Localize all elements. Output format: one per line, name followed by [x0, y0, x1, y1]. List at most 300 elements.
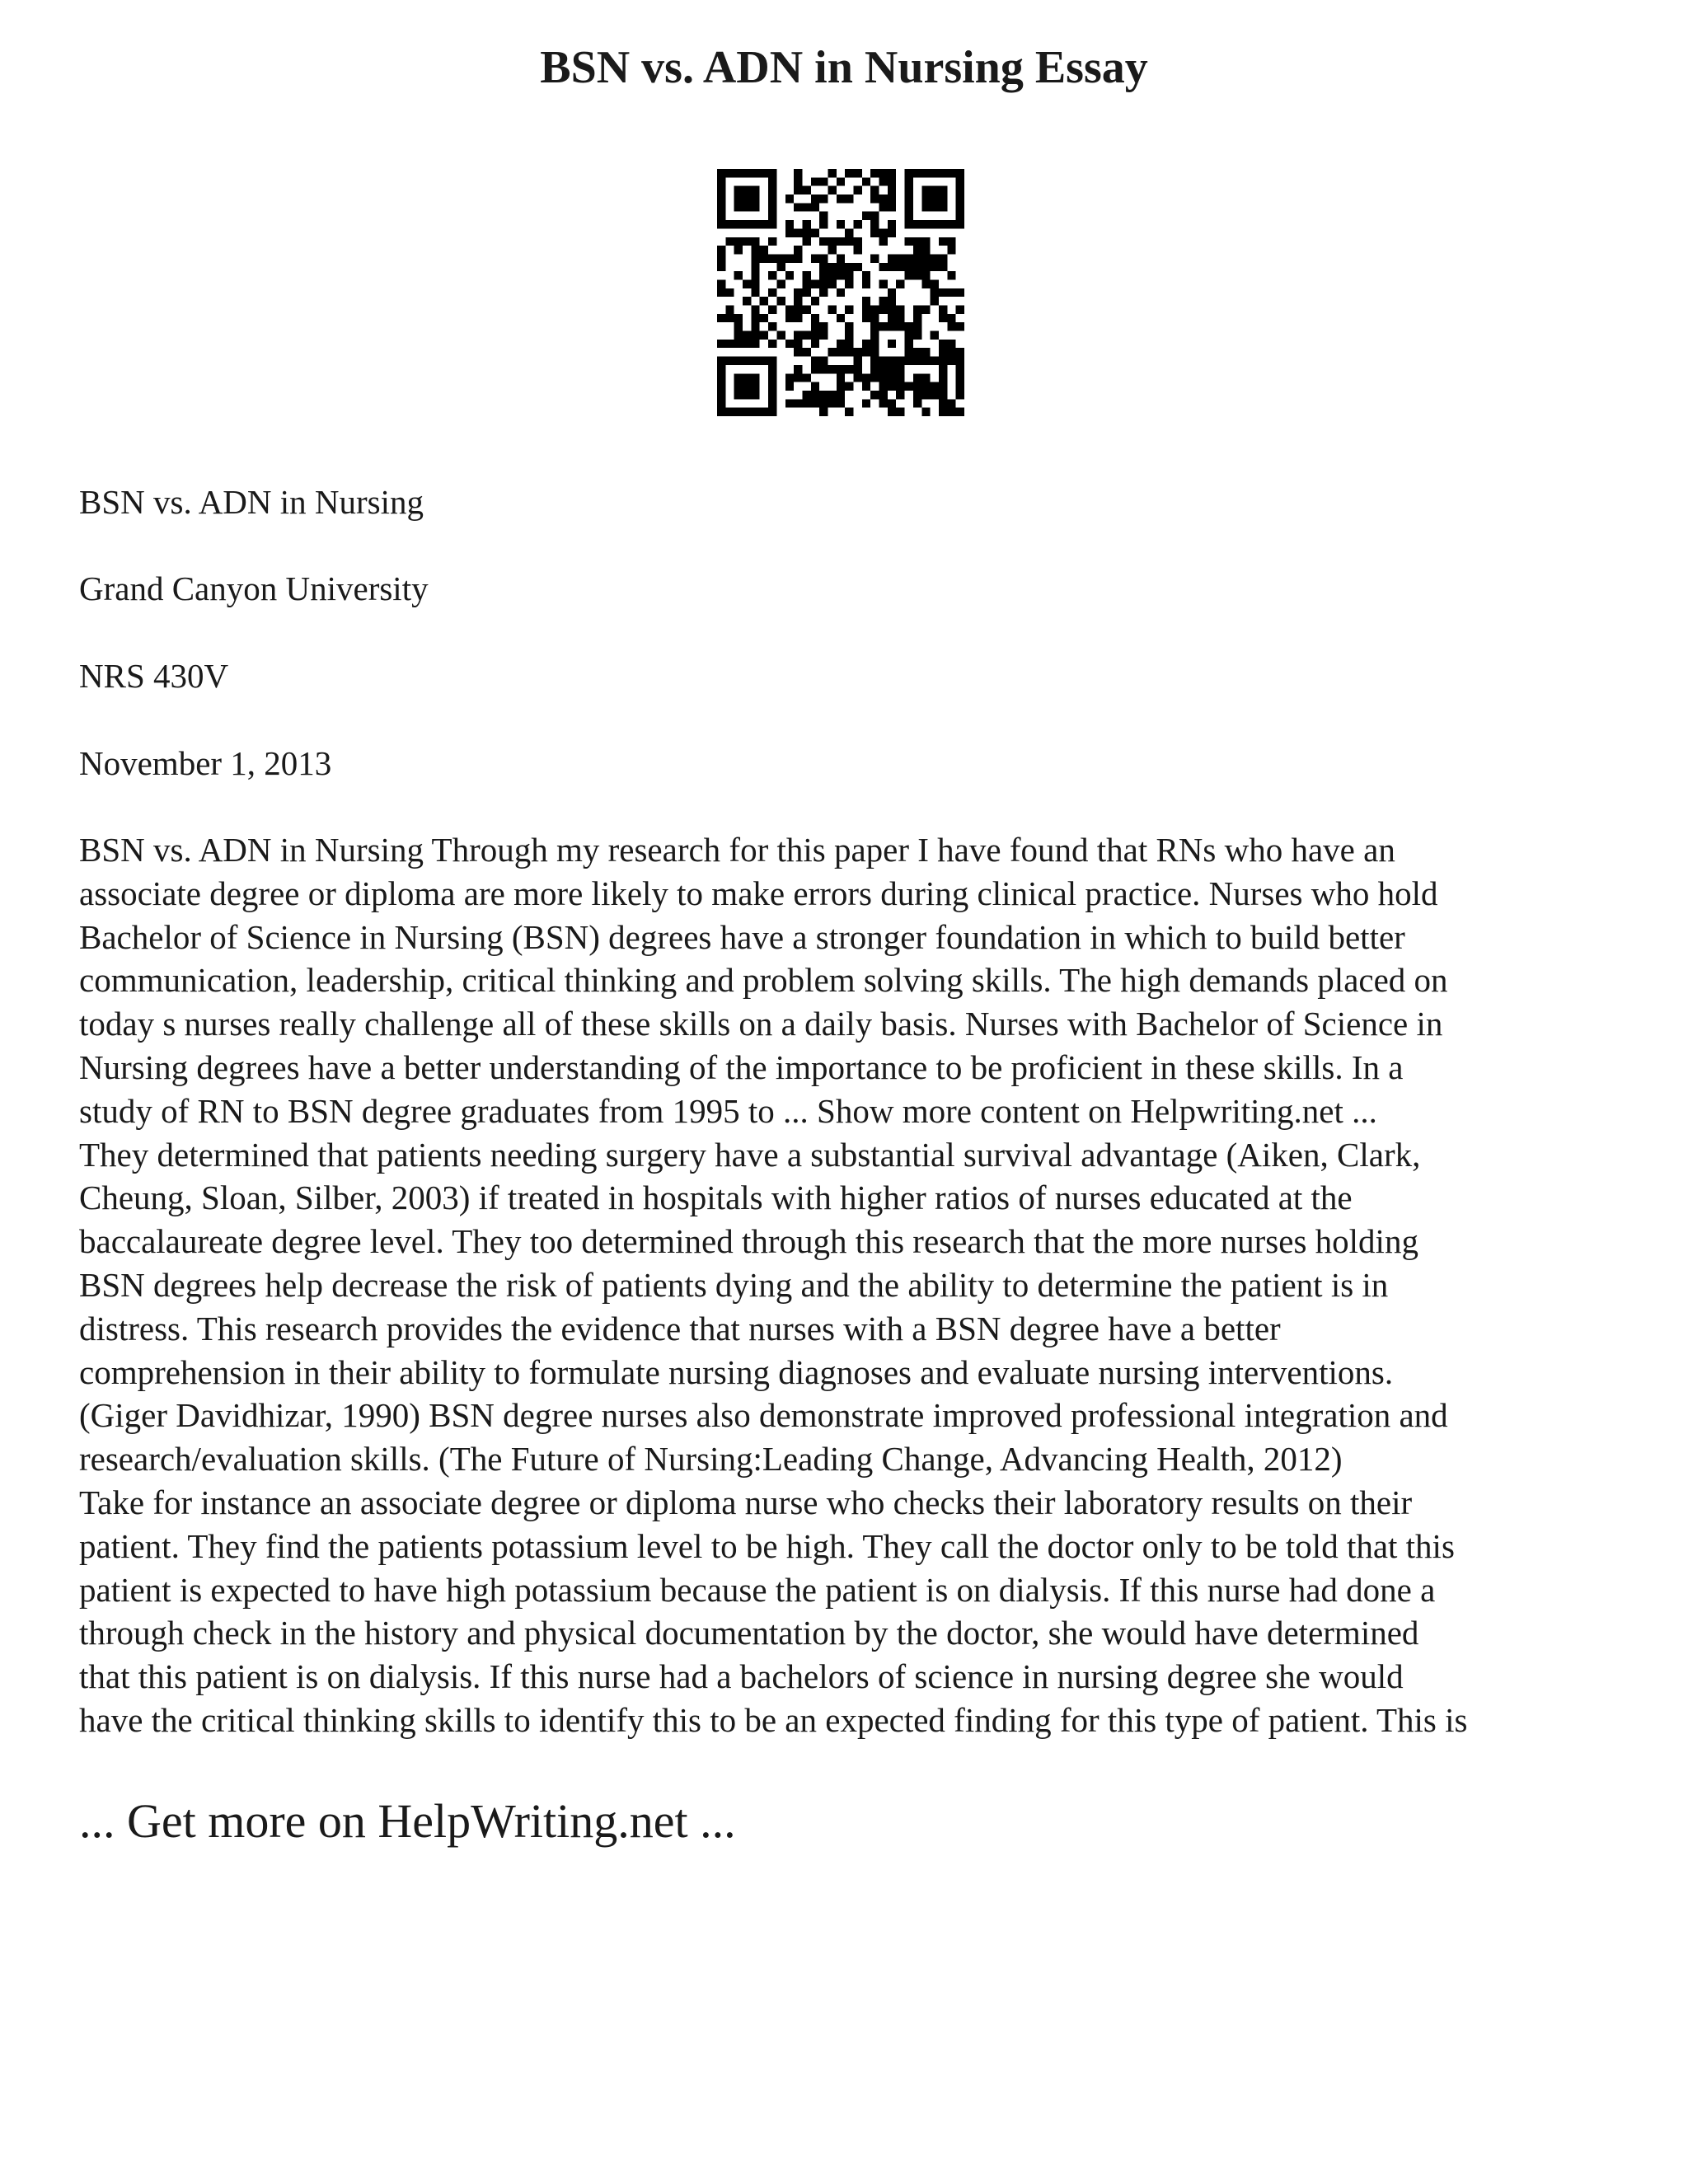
- qr-module: [760, 254, 768, 262]
- qr-module: [717, 314, 725, 322]
- qr-module: [725, 357, 734, 365]
- qr-module: [734, 186, 743, 194]
- qr-module: [802, 399, 810, 407]
- qr-module: [837, 399, 845, 407]
- qr-module: [905, 357, 913, 365]
- qr-module: [837, 237, 845, 246]
- page-title: BSN vs. ADN in Nursing Essay: [540, 42, 1148, 93]
- qr-module: [717, 340, 725, 348]
- qr-module: [921, 357, 930, 365]
- qr-module: [794, 306, 802, 314]
- qr-module: [734, 314, 743, 322]
- qr-module: [751, 263, 759, 271]
- qr-module: [862, 279, 870, 288]
- qr-module: [956, 288, 964, 297]
- qr-module: [725, 169, 734, 177]
- qr-module: [939, 237, 947, 246]
- qr-module: [854, 169, 862, 177]
- qr-module: [819, 212, 828, 220]
- qr-module: [734, 340, 743, 348]
- qr-module: [870, 169, 879, 177]
- qr-module: [845, 322, 853, 330]
- qr-module: [802, 237, 810, 246]
- body-line: communication, leadership, critical thinking and problem solving skills. The high demands placed on: [79, 961, 1448, 1000]
- qr-module: [931, 382, 939, 391]
- qr-module: [888, 254, 896, 262]
- qr-module: [870, 331, 879, 340]
- qr-module: [811, 322, 819, 330]
- qr-module: [854, 220, 862, 228]
- qr-module: [837, 391, 845, 399]
- qr-module: [743, 340, 751, 348]
- qr-module: [828, 186, 836, 194]
- qr-module: [921, 186, 930, 194]
- qr-module: [811, 314, 819, 322]
- qr-module: [931, 288, 939, 297]
- qr-module: [751, 340, 759, 348]
- qr-module: [913, 399, 921, 407]
- qr-module: [862, 382, 870, 391]
- qr-module: [888, 306, 896, 314]
- qr-module: [811, 331, 819, 340]
- qr-module: [862, 314, 870, 322]
- qr-module: [811, 357, 819, 365]
- qr-module: [931, 331, 939, 340]
- qr-module: [751, 237, 759, 246]
- qr-module: [794, 297, 802, 305]
- qr-module: [743, 220, 751, 228]
- qr-module: [828, 279, 836, 288]
- qr-module: [717, 373, 725, 382]
- qr-module: [768, 357, 776, 365]
- body-line: through check in the history and physical documentation by the doctor, she would have determined: [79, 1614, 1419, 1652]
- qr-module: [837, 382, 845, 391]
- qr-module: [879, 169, 888, 177]
- qr-module: [879, 322, 888, 330]
- qr-module: [743, 391, 751, 399]
- qr-module: [845, 382, 853, 391]
- qr-module: [751, 279, 759, 288]
- qr-module: [819, 322, 828, 330]
- qr-module: [870, 314, 879, 322]
- qr-module: [828, 391, 836, 399]
- qr-module: [794, 340, 802, 348]
- qr-module: [956, 365, 964, 373]
- qr-module: [905, 220, 913, 228]
- qr-module: [837, 373, 845, 382]
- qr-module: [768, 186, 776, 194]
- qr-module: [819, 288, 828, 297]
- qr-module: [725, 306, 734, 314]
- qr-module: [828, 348, 836, 356]
- qr-module: [888, 357, 896, 365]
- qr-module: [956, 357, 964, 365]
- qr-module: [896, 306, 904, 314]
- qr-module: [717, 254, 725, 262]
- qr-module: [794, 348, 802, 356]
- qr-module: [870, 340, 879, 348]
- qr-module: [931, 297, 939, 305]
- qr-module: [896, 382, 904, 391]
- qr-module: [725, 408, 734, 416]
- qr-module: [776, 254, 785, 262]
- qr-module: [811, 279, 819, 288]
- qr-module: [717, 279, 725, 288]
- qr-module: [947, 246, 955, 254]
- qr-module: [785, 220, 794, 228]
- qr-module: [896, 408, 904, 416]
- qr-module: [768, 373, 776, 382]
- qr-module: [956, 322, 964, 330]
- qr-module: [921, 382, 930, 391]
- qr-module: [785, 271, 794, 279]
- qr-module: [776, 331, 785, 340]
- qr-module: [870, 306, 879, 314]
- qr-module: [785, 373, 794, 382]
- qr-module: [939, 169, 947, 177]
- qr-module: [717, 220, 725, 228]
- qr-module: [888, 399, 896, 407]
- qr-module: [760, 314, 768, 322]
- qr-module: [870, 220, 879, 228]
- qr-module: [802, 203, 810, 211]
- qr-module: [751, 314, 759, 322]
- qr-module: [811, 228, 819, 237]
- qr-module: [768, 340, 776, 348]
- qr-module: [888, 373, 896, 382]
- qr-module: [768, 399, 776, 407]
- qr-module: [802, 271, 810, 279]
- qr-module: [939, 357, 947, 365]
- qr-module: [828, 306, 836, 314]
- qr-module: [717, 391, 725, 399]
- qr-module: [785, 340, 794, 348]
- qr-module: [905, 194, 913, 203]
- qr-module: [760, 408, 768, 416]
- qr-module: [751, 271, 759, 279]
- qr-module: [854, 357, 862, 365]
- qr-module: [785, 314, 794, 322]
- qr-module: [931, 357, 939, 365]
- qr-module: [725, 288, 734, 297]
- qr-module: [760, 357, 768, 365]
- qr-module: [794, 186, 802, 194]
- qr-module: [819, 399, 828, 407]
- qr-module: [751, 322, 759, 330]
- qr-module: [905, 331, 913, 340]
- qr-module: [828, 246, 836, 254]
- qr-module: [837, 177, 845, 185]
- qr-module: [921, 254, 930, 262]
- qr-module: [819, 365, 828, 373]
- qr-module: [870, 357, 879, 365]
- qr-module: [776, 279, 785, 288]
- qr-module: [743, 194, 751, 203]
- qr-module: [870, 348, 879, 356]
- qr-module: [939, 254, 947, 262]
- qr-module: [802, 228, 810, 237]
- qr-module: [956, 194, 964, 203]
- qr-module: [921, 203, 930, 211]
- qr-module: [913, 357, 921, 365]
- essay-title-line: BSN vs. ADN in Nursing: [79, 483, 424, 521]
- body-line: study of RN to BSN degree graduates from 1995 to ... Show more content on Helpwriting.net ...: [79, 1091, 1377, 1130]
- qr-module: [734, 237, 743, 246]
- qr-module: [956, 203, 964, 211]
- qr-module: [717, 365, 725, 373]
- body-line: (Giger Davidhizar, 1990) BSN degree nurses also demonstrate improved professional integration and: [79, 1396, 1448, 1435]
- qr-module: [768, 237, 776, 246]
- qr-module: [888, 322, 896, 330]
- qr-module: [879, 194, 888, 203]
- qr-code-graphic: [717, 169, 964, 416]
- qr-module: [794, 254, 802, 262]
- qr-module: [794, 314, 802, 322]
- qr-module: [828, 263, 836, 271]
- course-line: NRS 430V: [79, 657, 229, 695]
- qr-module: [768, 391, 776, 399]
- qr-module: [947, 340, 955, 348]
- qr-module: [939, 382, 947, 391]
- qr-module: [760, 220, 768, 228]
- qr-module: [811, 254, 819, 262]
- qr-module: [905, 169, 913, 177]
- qr-module: [913, 391, 921, 399]
- qr-module: [734, 357, 743, 365]
- qr-module: [862, 348, 870, 356]
- qr-module: [837, 271, 845, 279]
- qr-module: [905, 203, 913, 211]
- qr-module: [896, 279, 904, 288]
- qr-module: [811, 297, 819, 305]
- qr-module: [921, 373, 930, 382]
- qr-module: [776, 263, 785, 271]
- qr-module: [905, 340, 913, 348]
- qr-module: [837, 254, 845, 262]
- qr-module: [870, 254, 879, 262]
- body-line: patient is expected to have high potassium because the patient is on dialysis. If this nurse had done a: [79, 1570, 1436, 1609]
- qr-module: [717, 399, 725, 407]
- qr-module: [905, 263, 913, 271]
- get-more-link[interactable]: ... Get more on HelpWriting.net ...: [79, 1794, 736, 1848]
- qr-module: [854, 365, 862, 373]
- qr-module: [743, 357, 751, 365]
- qr-module: [939, 263, 947, 271]
- qr-module: [947, 348, 955, 356]
- qr-module: [819, 408, 828, 416]
- qr-module: [819, 220, 828, 228]
- qr-module: [776, 297, 785, 305]
- qr-module: [802, 220, 810, 228]
- body-line: Take for instance an associate degree or diploma nurse who checks their laboratory results on their: [79, 1483, 1413, 1521]
- qr-module: [734, 271, 743, 279]
- qr-module: [870, 212, 879, 220]
- qr-module: [845, 263, 853, 271]
- qr-module: [725, 220, 734, 228]
- qr-module: [931, 220, 939, 228]
- body-line: BSN vs. ADN in Nursing Through my research for this paper I have found that RNs who have an: [79, 831, 1395, 869]
- body-line: research/evaluation skills. (The Future of Nursing:Leading Change, Advancing Health, 2012): [79, 1440, 1343, 1479]
- qr-module: [837, 288, 845, 297]
- qr-module: [888, 382, 896, 391]
- qr-module: [939, 314, 947, 322]
- qr-module: [921, 246, 930, 254]
- qr-module: [734, 246, 743, 254]
- qr-module: [802, 391, 810, 399]
- qr-module: [879, 357, 888, 365]
- qr-module: [870, 391, 879, 399]
- qr-module: [862, 399, 870, 407]
- qr-module: [913, 254, 921, 262]
- qr-module: [921, 169, 930, 177]
- qr-module: [879, 203, 888, 211]
- qr-module: [939, 186, 947, 194]
- qr-module: [802, 306, 810, 314]
- qr-module: [819, 357, 828, 365]
- qr-module: [905, 322, 913, 330]
- qr-module: [743, 203, 751, 211]
- qr-module: [768, 382, 776, 391]
- qr-module: [743, 237, 751, 246]
- qr-module: [819, 177, 828, 185]
- qr-module: [888, 203, 896, 211]
- qr-module: [939, 348, 947, 356]
- qr-module: [828, 365, 836, 373]
- qr-module: [751, 331, 759, 340]
- qr-module: [913, 306, 921, 314]
- qr-module: [870, 322, 879, 330]
- qr-module: [734, 220, 743, 228]
- qr-module: [939, 288, 947, 297]
- qr-module: [717, 408, 725, 416]
- qr-module: [802, 373, 810, 382]
- qr-module: [734, 373, 743, 382]
- qr-module: [734, 391, 743, 399]
- qr-module: [896, 357, 904, 365]
- qr-module: [768, 365, 776, 373]
- qr-module: [913, 246, 921, 254]
- qr-module: [888, 365, 896, 373]
- qr-module: [921, 220, 930, 228]
- qr-module: [743, 169, 751, 177]
- qr-module: [879, 306, 888, 314]
- qr-module: [802, 288, 810, 297]
- qr-module: [947, 237, 955, 246]
- qr-module: [768, 169, 776, 177]
- qr-module: [939, 203, 947, 211]
- qr-module: [845, 194, 853, 203]
- qr-module: [768, 254, 776, 262]
- qr-module: [751, 246, 759, 254]
- qr-module: [905, 254, 913, 262]
- qr-module: [939, 194, 947, 203]
- qr-module: [845, 271, 853, 279]
- qr-module: [751, 203, 759, 211]
- qr-module: [811, 365, 819, 373]
- qr-module: [760, 331, 768, 340]
- qr-module: [734, 194, 743, 203]
- qr-module: [921, 279, 930, 288]
- qr-module: [888, 288, 896, 297]
- qr-module: [905, 382, 913, 391]
- qr-module: [734, 322, 743, 330]
- qr-module: [905, 271, 913, 279]
- qr-module: [913, 237, 921, 246]
- qr-module: [888, 340, 896, 348]
- qr-module: [862, 297, 870, 305]
- qr-module: [896, 322, 904, 330]
- qr-module: [845, 340, 853, 348]
- qr-module: [768, 177, 776, 185]
- qr-module: [751, 357, 759, 365]
- qr-module: [939, 340, 947, 348]
- qr-module: [768, 408, 776, 416]
- qr-module: [743, 382, 751, 391]
- body-line: Nursing degrees have a better understanding of the importance to be proficient in these skills. In a: [79, 1047, 1404, 1086]
- qr-module: [931, 263, 939, 271]
- qr-module: [862, 271, 870, 279]
- qr-module: [794, 373, 802, 382]
- qr-module: [845, 279, 853, 288]
- qr-module: [888, 194, 896, 203]
- qr-module: [939, 399, 947, 407]
- qr-module: [913, 373, 921, 382]
- qr-module: [717, 382, 725, 391]
- qr-module: [802, 331, 810, 340]
- qr-module: [888, 169, 896, 177]
- qr-module: [939, 391, 947, 399]
- qr-module: [768, 288, 776, 297]
- qr-module: [879, 391, 888, 399]
- qr-module: [913, 314, 921, 322]
- qr-module: [921, 306, 930, 314]
- qr-module: [794, 169, 802, 177]
- qr-module: [870, 186, 879, 194]
- qr-module: [734, 382, 743, 391]
- qr-module: [811, 391, 819, 399]
- qr-module: [743, 297, 751, 305]
- qr-module: [717, 288, 725, 297]
- qr-module: [768, 212, 776, 220]
- body-line: distress. This research provides the evidence that nurses with a BSN degree have a better: [79, 1309, 1281, 1347]
- qr-module: [811, 194, 819, 203]
- qr-module: [888, 186, 896, 194]
- qr-module: [896, 314, 904, 322]
- qr-module: [913, 220, 921, 228]
- qr-module: [751, 288, 759, 297]
- qr-module: [896, 254, 904, 262]
- qr-module: [768, 322, 776, 330]
- qr-module: [743, 373, 751, 382]
- qr-module: [888, 228, 896, 237]
- qr-module: [956, 186, 964, 194]
- body-line: Cheung, Sloan, Silber, 2003) if treated in hospitals with higher ratios of nurses educated at the: [79, 1179, 1353, 1217]
- qr-module: [905, 237, 913, 246]
- qr-module: [743, 279, 751, 288]
- qr-module: [947, 314, 955, 322]
- qr-module: [751, 186, 759, 194]
- qr-module: [828, 169, 836, 177]
- qr-module: [837, 314, 845, 322]
- qr-module: [956, 382, 964, 391]
- qr-module: [725, 340, 734, 348]
- qr-module: [717, 203, 725, 211]
- qr-module: [947, 169, 955, 177]
- qr-module: [939, 365, 947, 373]
- qr-module: [837, 348, 845, 356]
- qr-module: [768, 203, 776, 211]
- body-line: today s nurses really challenge all of these skills on a daily basis. Nurses with Bachelor of Science in: [79, 1005, 1443, 1043]
